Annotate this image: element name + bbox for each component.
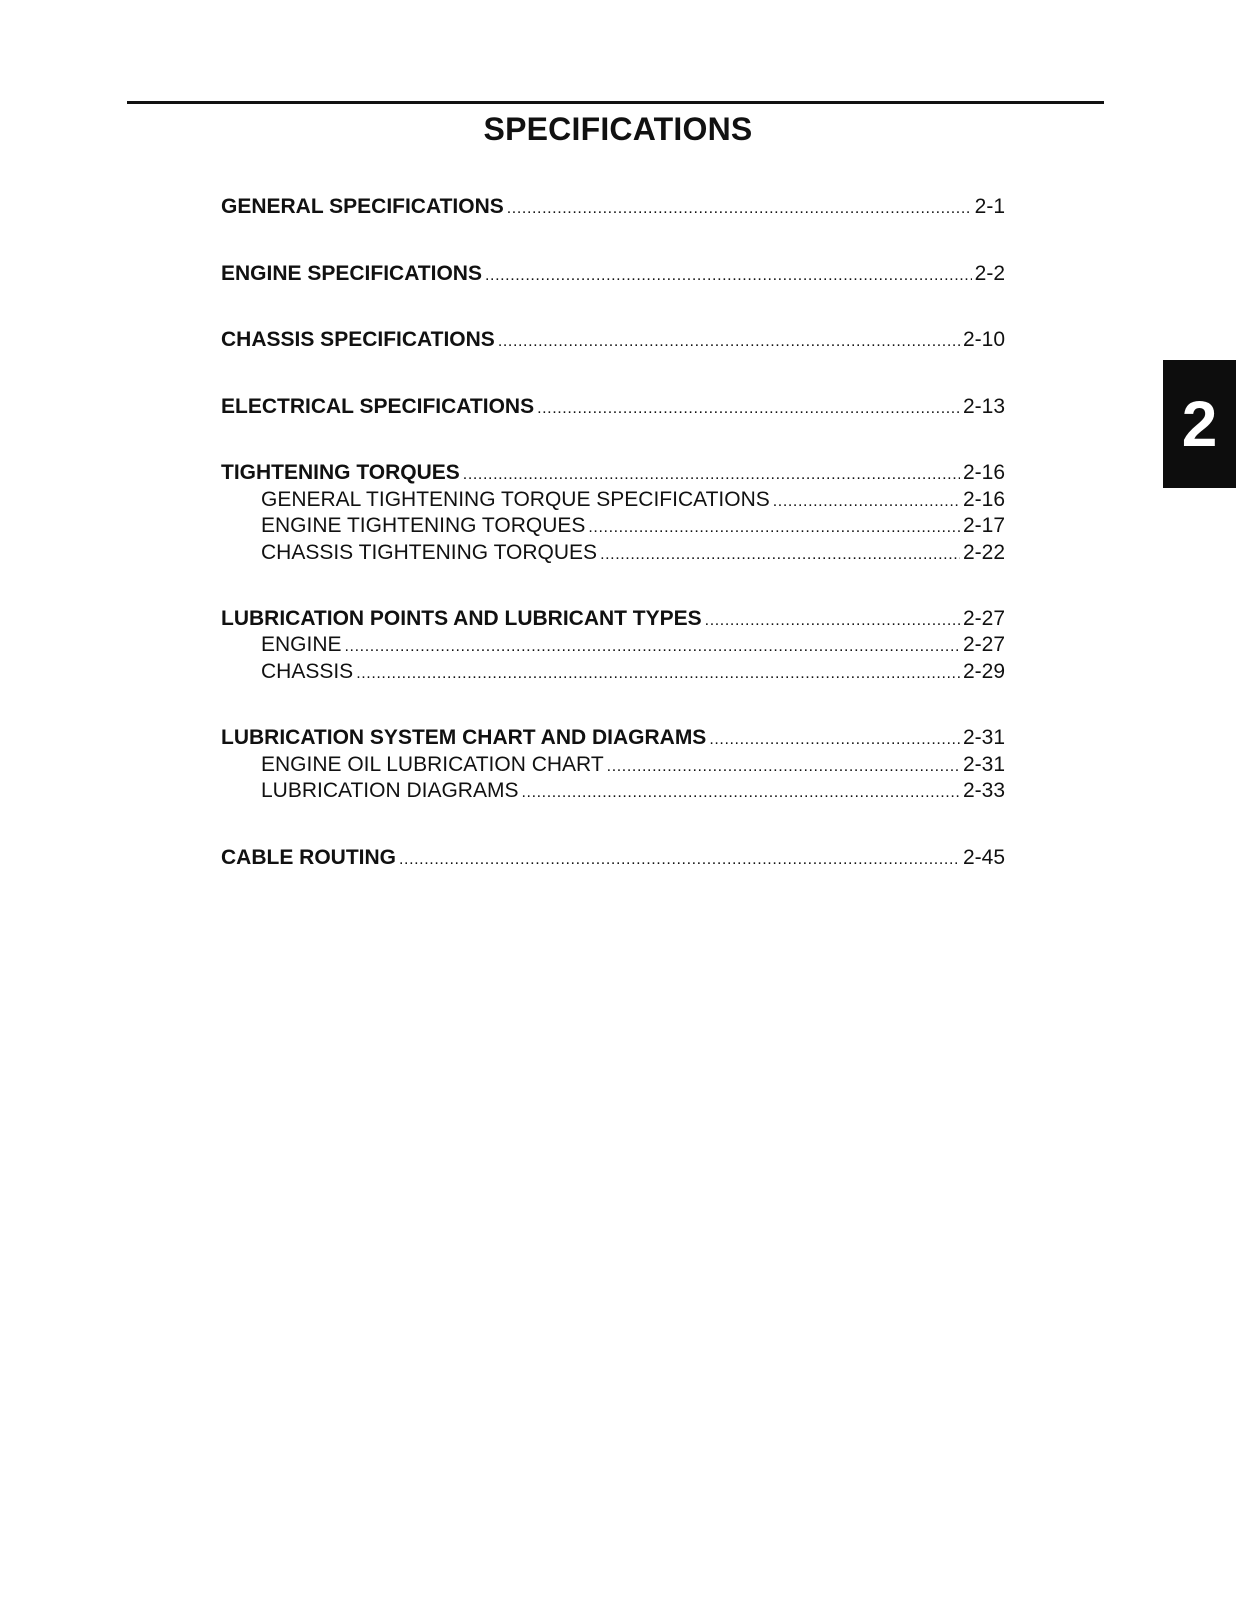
toc-page-number: 2-16: [962, 488, 1005, 511]
toc-entry-label: CHASSIS SPECIFICATIONS: [221, 328, 495, 351]
toc-entry-tightening-torques[interactable]: [221, 460, 1005, 486]
toc-dot-leader: [498, 329, 960, 355]
toc-page-number: 2-31: [962, 753, 1005, 776]
toc-dot-leader: [463, 462, 960, 488]
toc-dot-leader: [521, 780, 959, 806]
toc-entry-label: CABLE ROUTING: [221, 846, 396, 869]
toc-page-number: 2-10: [962, 328, 1005, 351]
toc-page-number: 2-29: [962, 660, 1005, 683]
toc-subentry-engine[interactable]: [261, 632, 1005, 658]
toc-subentry-engine-oil-lubrication-chart[interactable]: [261, 752, 1005, 778]
toc-page-number: 2-17: [962, 514, 1005, 537]
toc-subentry-general-tightening-torque[interactable]: [261, 487, 1005, 513]
toc-page-number: 2-2: [974, 262, 1005, 285]
toc-page-number: 2-45: [962, 846, 1005, 869]
toc-entry-label: GENERAL TIGHTENING TORQUE SPECIFICATIONS: [261, 488, 770, 511]
toc-entry-label: ENGINE OIL LUBRICATION CHART: [261, 753, 604, 776]
toc-entry-label: LUBRICATION DIAGRAMS: [261, 779, 519, 802]
toc-dot-leader: [399, 847, 960, 873]
toc-subentry-engine-tightening-torques[interactable]: [261, 513, 1005, 539]
toc-page-number: 2-16: [962, 461, 1005, 484]
toc-entry-electrical-specifications[interactable]: [221, 394, 1005, 420]
toc-dot-leader: [607, 754, 960, 780]
toc-page-number: 2-27: [962, 633, 1005, 656]
toc-dot-leader: [356, 661, 960, 687]
toc-page-number: 2-27: [962, 607, 1005, 630]
toc-dot-leader: [709, 727, 960, 753]
toc-dot-leader: [773, 489, 960, 515]
toc-subentry-chassis-tightening-torques[interactable]: [261, 540, 1005, 566]
toc-entry-label: ENGINE SPECIFICATIONS: [221, 262, 482, 285]
toc-entry-label: GENERAL SPECIFICATIONS: [221, 195, 504, 218]
toc-entry-label: CHASSIS TIGHTENING TORQUES: [261, 541, 598, 564]
page-title: SPECIFICATIONS: [483, 111, 753, 147]
toc-dot-leader: [588, 515, 960, 541]
toc-entry-label: CHASSIS: [261, 660, 354, 683]
toc-entry-label: LUBRICATION POINTS AND LUBRICANT TYPES: [221, 607, 702, 630]
toc-page-number: 2-31: [962, 726, 1005, 749]
chapter-tab: 2: [1163, 360, 1236, 488]
toc-entry-chassis-specifications[interactable]: [221, 327, 1005, 353]
toc-page-number: 2-33: [962, 779, 1005, 802]
top-rule: [127, 101, 1104, 104]
toc-dot-leader: [507, 196, 972, 222]
toc-entry-label: ENGINE: [261, 633, 342, 656]
toc-page-number: 2-1: [974, 195, 1005, 218]
toc-entry-label: ENGINE TIGHTENING TORQUES: [261, 514, 586, 537]
toc-subentry-chassis[interactable]: [261, 659, 1005, 685]
toc-dot-leader: [537, 396, 960, 422]
toc-dot-leader: [485, 263, 972, 289]
toc-entry-engine-specifications[interactable]: [221, 261, 1005, 287]
toc-dot-leader: [600, 542, 960, 568]
toc-page-number: 2-13: [962, 395, 1005, 418]
toc-entry-lubrication-points[interactable]: [221, 606, 1005, 632]
toc-entry-lubrication-system[interactable]: [221, 725, 1005, 751]
toc-entry-label: ELECTRICAL SPECIFICATIONS: [221, 395, 535, 418]
toc-dot-leader: [705, 608, 960, 634]
toc-subentry-lubrication-diagrams[interactable]: [261, 778, 1005, 804]
toc-entry-label: LUBRICATION SYSTEM CHART AND DIAGRAMS: [221, 726, 707, 749]
toc-page-number: 2-22: [962, 541, 1005, 564]
toc-entry-label: TIGHTENING TORQUES: [221, 461, 460, 484]
toc-entry-general-specifications[interactable]: [221, 194, 1005, 220]
toc-entry-cable-routing[interactable]: [221, 845, 1005, 871]
toc-dot-leader: [345, 634, 960, 660]
